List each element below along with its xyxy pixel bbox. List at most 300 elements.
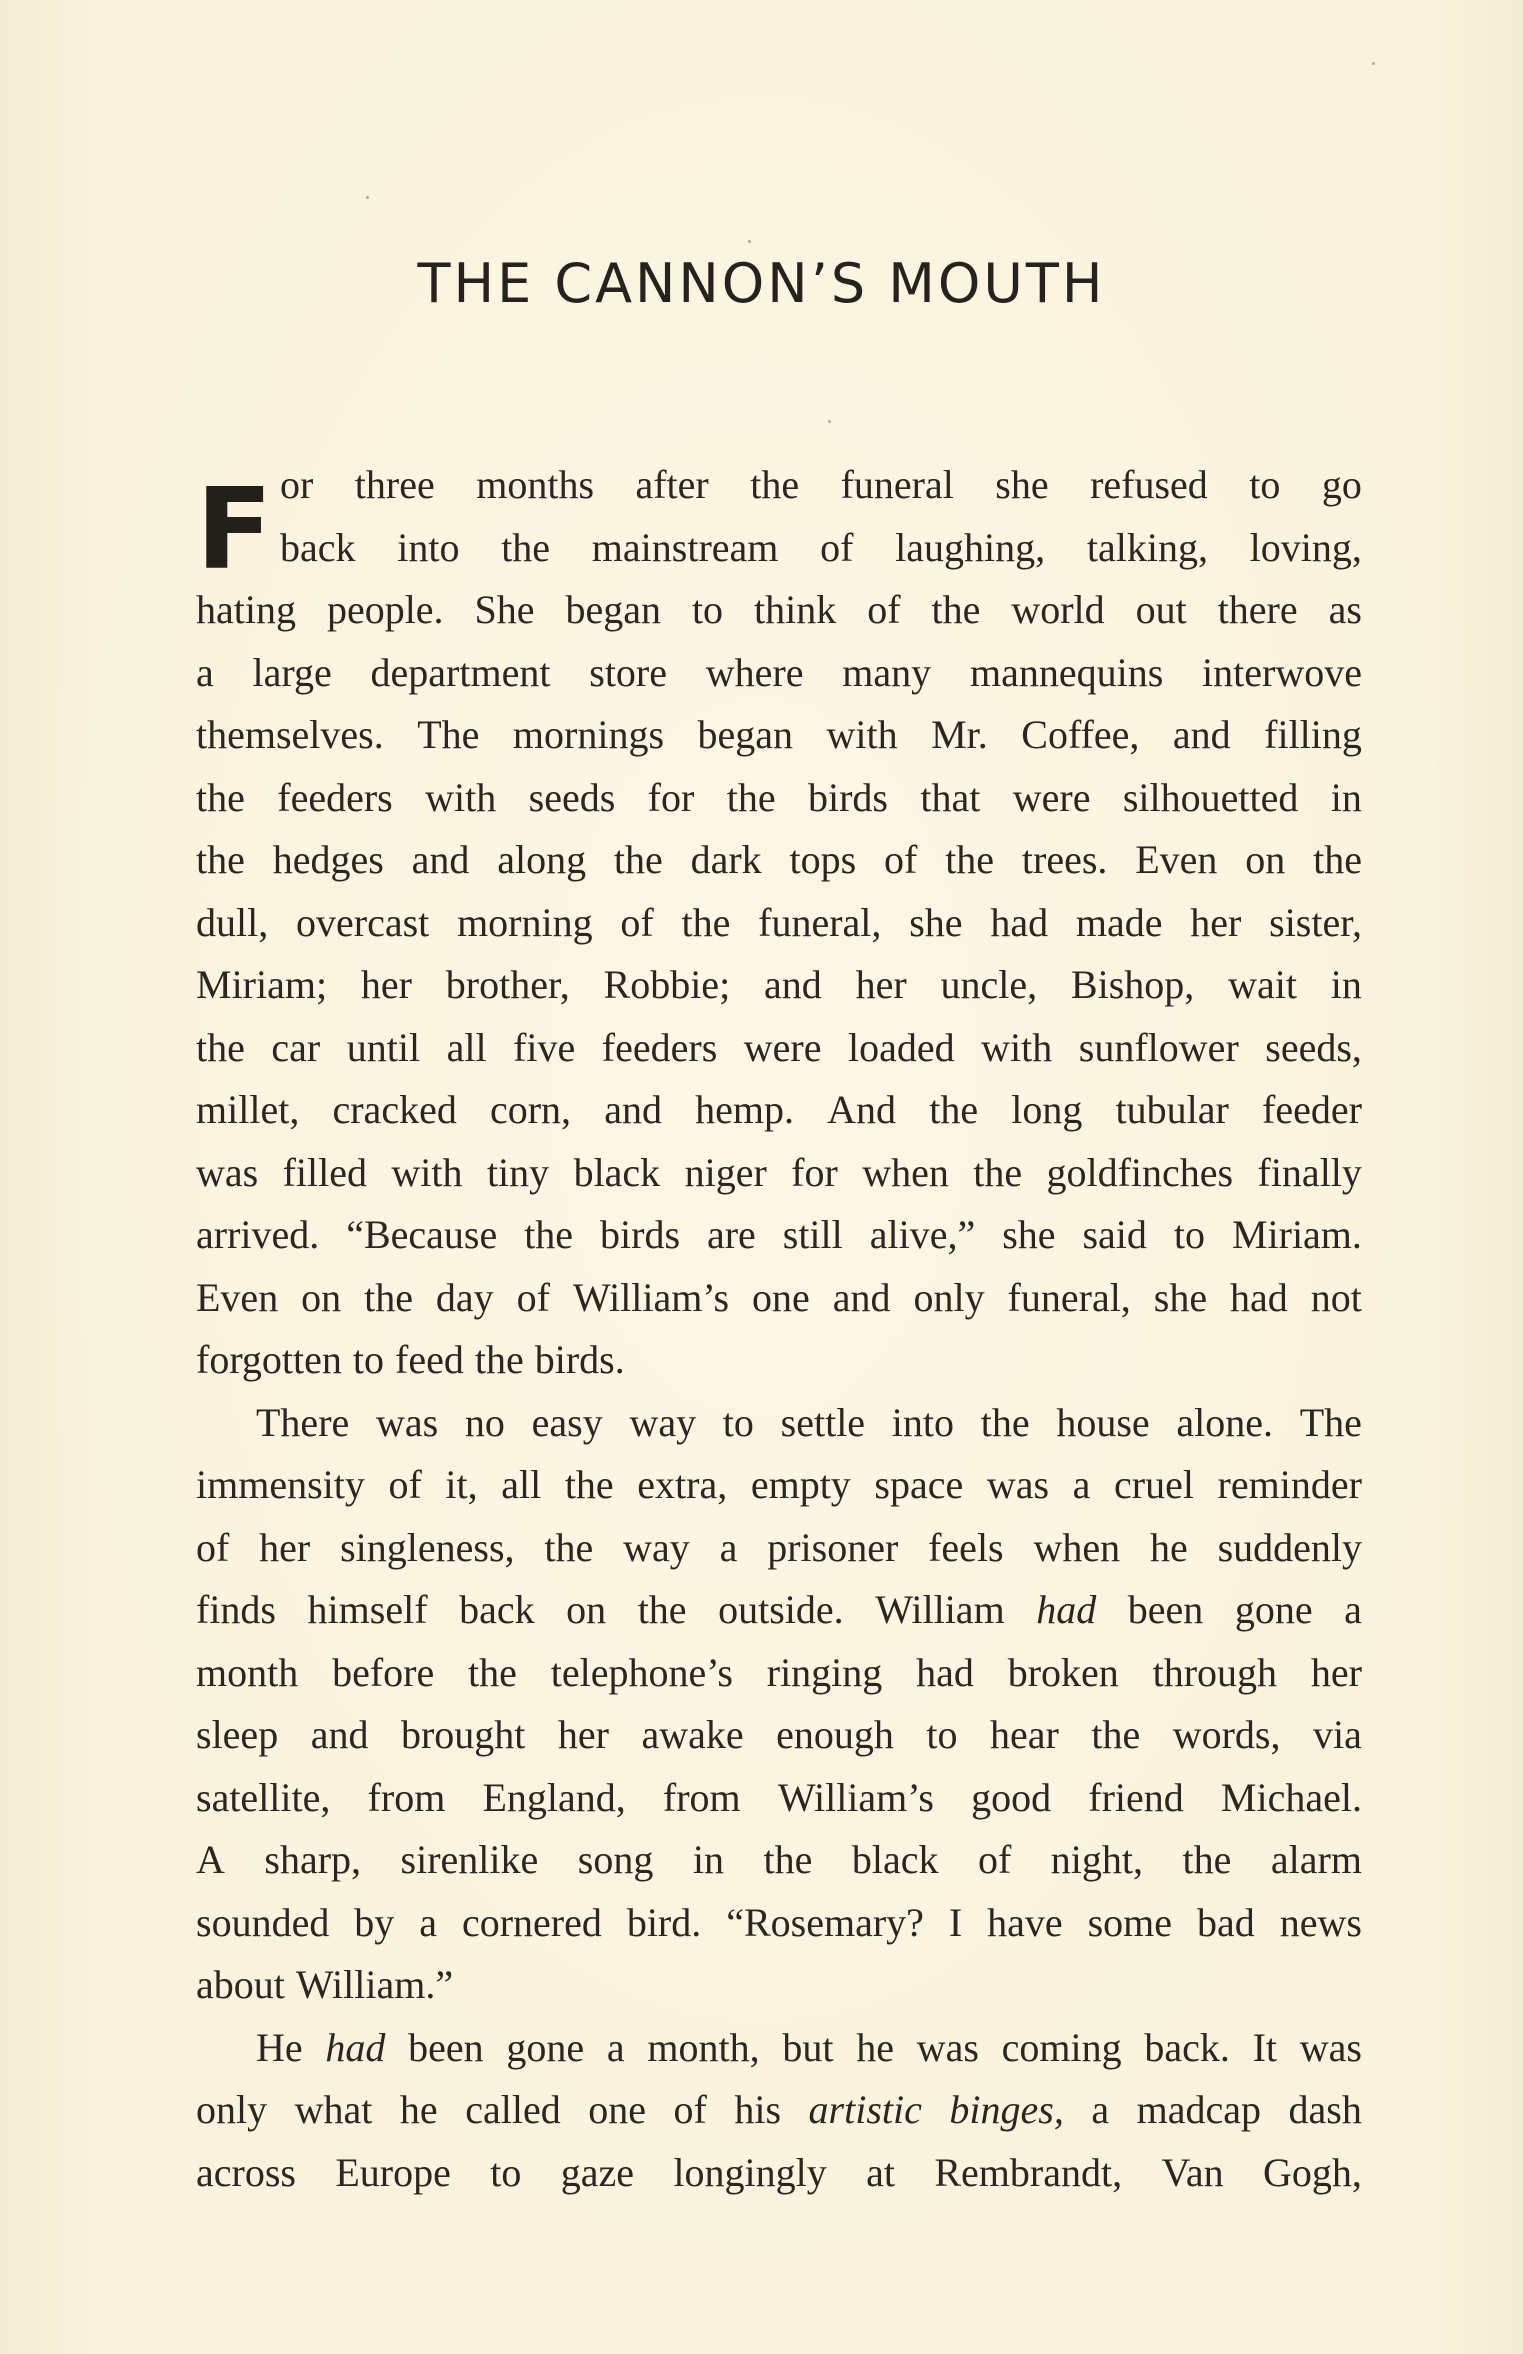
word: William’s [777,1774,934,1820]
word: gone [506,2024,585,2070]
word: longingly [673,2149,827,2195]
word: the [763,1837,813,1882]
word: have [987,1899,1063,1945]
word: to [352,1337,385,1382]
word: what [294,2087,373,2132]
word: There [256,1399,350,1445]
word: themselves. [196,712,384,757]
word: into [891,1399,955,1445]
word: house [1056,1399,1150,1445]
word: “Because [346,1212,498,1257]
word: the [1313,837,1362,882]
word: months [476,462,595,507]
word: of [820,524,854,570]
word: finally [1257,1149,1362,1195]
word: was [1299,2024,1362,2070]
word: and [764,962,822,1007]
word: dash [1288,2087,1362,2132]
word: only [913,1274,985,1320]
text-line [196,829,1362,892]
word: was [196,1149,259,1195]
word: Gogh, [1263,2149,1362,2195]
word: one [752,1274,810,1320]
word: by [354,1899,395,1945]
word: hedges [272,837,384,882]
word: the [501,524,551,570]
word: talking, [1086,524,1208,570]
word: feeders [277,774,393,820]
word: black [851,1837,939,1882]
word: with [425,774,497,820]
text-line [196,954,1362,1017]
word: from [367,1774,446,1820]
word: broken [1007,1649,1119,1695]
word: I [948,1899,963,1945]
word: the [929,1087,979,1132]
word: month [196,1649,299,1695]
word: the [681,899,731,945]
body-text [196,454,1362,2204]
text-line [196,704,1362,767]
word: The [417,712,480,757]
word: telephone’s [550,1649,733,1695]
text-line [196,767,1362,830]
word: Rembrandt, [934,2149,1123,2195]
word: interwove [1202,649,1362,695]
word: world [1011,587,1105,632]
word: and [604,1087,662,1132]
word: filling [1264,712,1362,757]
word: Miriam; [196,962,328,1007]
word: to [722,1399,754,1445]
word: her [1190,899,1242,945]
word: that [920,774,981,820]
word: her [1310,1649,1362,1695]
word: through [1152,1649,1278,1695]
text-line [196,1392,1362,1455]
word: mainstream [591,524,779,570]
paper-speck [1372,62,1375,65]
word: birds. [534,1337,625,1382]
word: way [623,1524,690,1570]
word: space [874,1462,964,1507]
word: bird. [626,1899,702,1945]
word: goldfinches [1046,1149,1234,1195]
word: hating [196,587,296,632]
word: and [310,1712,369,1757]
text-line [196,892,1362,955]
word: laughing, [895,524,1046,570]
word: feeder [1262,1087,1362,1132]
word: department [370,649,551,695]
text-line [196,2017,1362,2080]
word: a [606,2024,625,2070]
text-line [196,1329,1362,1392]
word: of [388,1462,422,1507]
word: funeral [840,462,954,507]
word: the [945,837,995,882]
word: night, [1050,1837,1144,1882]
text-line [196,642,1362,705]
text-line [196,1204,1362,1267]
word: song [577,1837,654,1882]
word: her [557,1712,609,1757]
text-line [196,1267,1362,1330]
word: in [692,1837,724,1882]
word: on [1245,837,1286,882]
word: a [1072,1462,1091,1507]
word: the [613,837,663,882]
text-line [196,1767,1362,1830]
word: day [435,1274,494,1320]
word: brought [400,1712,526,1757]
word: the [637,1587,687,1632]
word: all [501,1462,542,1507]
word: but [782,2024,834,2070]
word: her [855,962,907,1007]
word: she [909,899,963,945]
word: she [1002,1212,1056,1257]
text-line [196,1017,1362,1080]
word: the [364,1274,413,1320]
word: on [566,1587,607,1632]
word: all [446,1024,487,1070]
text-line [196,454,1362,517]
text-line [196,1454,1362,1517]
word: alone. [1176,1399,1273,1445]
word: sirenlike [400,1837,539,1882]
word: only [196,2087,268,2132]
word: seeds, [1265,1024,1362,1070]
word: a [196,649,214,695]
word: the [196,837,245,882]
word: before [332,1649,435,1695]
word: or [280,462,314,507]
word: a [419,1899,437,1945]
word: It [1252,2024,1278,2070]
word: the [524,1212,574,1257]
word: sounded [196,1899,330,1945]
word: A [196,1837,225,1882]
paper-speck [748,240,751,243]
word: car [271,1024,321,1070]
text-line [196,1642,1362,1705]
word: think [754,587,837,632]
word: large [252,649,332,695]
word: awake [641,1712,744,1757]
word: across [196,2149,296,2195]
word: her [259,1524,311,1570]
word: no [464,1399,505,1445]
word: the [196,1024,245,1070]
word: corn, [489,1087,572,1132]
word: a [719,1524,738,1570]
word: back. [1144,2024,1230,2070]
word: had [1230,1274,1288,1320]
text-line [196,579,1362,642]
word: himself [307,1587,428,1632]
word: on [301,1274,342,1320]
word: cruel [1114,1462,1194,1507]
word: long [1011,1087,1083,1132]
word: he [399,2087,438,2132]
word: he [856,2024,894,2070]
word: singleness, [340,1524,515,1570]
word: loaded [848,1024,955,1070]
word: Even [196,1274,279,1320]
word: at [866,2149,895,2195]
word: it, [445,1462,478,1507]
word: madcap [1136,2087,1262,2132]
word: been [408,2024,484,2070]
word: the [726,774,776,820]
word: via [1313,1712,1362,1757]
word: she [1153,1274,1208,1320]
word: one [588,2087,646,2132]
drop-cap: F [196,465,273,595]
word: back [459,1587,535,1632]
word: with [826,712,898,757]
word: the [544,1524,594,1570]
word: tiny [486,1149,550,1195]
word: were [1012,774,1091,820]
word: birds [600,1212,681,1257]
word: morning [457,899,593,945]
word: as [1328,587,1362,632]
word: cracked [332,1087,457,1132]
text-line [196,1954,1362,2017]
word: easy [531,1399,603,1445]
word: enough [776,1712,894,1757]
word: niger [684,1149,767,1195]
word: to [1173,1212,1205,1257]
word: alarm [1270,1837,1362,1882]
word: filled [282,1149,368,1195]
text-line [196,2142,1362,2205]
word: alive,” [869,1212,976,1257]
word: feeders [601,1024,718,1070]
word: sleep [196,1712,279,1757]
word: three [354,462,435,507]
word: refused [1090,462,1208,507]
word: was [375,1399,439,1445]
word: she [995,462,1049,507]
word: his [734,2087,782,2132]
word: artistic [808,2087,922,2132]
word: of [516,1274,550,1320]
word: for [647,774,695,820]
word: were [743,1024,822,1070]
word: way [629,1399,697,1445]
word: funeral, [758,899,882,945]
word: William’s [572,1274,730,1320]
word: William [875,1587,1005,1632]
word: had [1036,1587,1097,1632]
word: month, [647,2024,760,2070]
word: with [391,1149,463,1195]
word: tubular [1115,1087,1229,1132]
word: still [782,1212,843,1257]
word: of [196,1524,230,1570]
word: had [325,2024,386,2070]
word: to [1249,462,1281,507]
word: gaze [560,2149,634,2195]
word: a [1344,1587,1362,1632]
word: with [981,1024,1053,1070]
word: outside. [718,1587,844,1632]
word: out [1135,587,1187,632]
text-line [196,1704,1362,1767]
word: overcast [296,899,430,945]
word: Michael. [1220,1774,1362,1820]
word: immensity [196,1462,365,1507]
word: Van [1161,2149,1224,2195]
word: dark [690,837,762,882]
paper-speck [828,420,831,423]
word: of [620,899,654,945]
word: the [474,1337,524,1382]
word: satellite, [196,1774,331,1820]
word: and [411,837,470,882]
word: “Rosemary? [726,1899,924,1945]
word: her [360,962,412,1007]
word: into [397,524,460,570]
word: the [973,1149,1023,1195]
word: about [196,1962,285,2007]
word: was [916,2024,979,2070]
word: store [589,649,668,695]
word: news [1279,1899,1362,1945]
word: He [256,2024,303,2070]
word: when [1033,1524,1121,1570]
word: coming [1001,2024,1122,2070]
word: sharp, [264,1837,362,1882]
word: the [931,587,981,632]
word: some [1087,1899,1173,1945]
word: until [346,1024,421,1070]
word: She [474,587,535,632]
word: Bishop, [1070,962,1195,1007]
word: settle [780,1399,866,1445]
word: called [465,2087,561,2132]
word: had [990,899,1049,945]
word: along [497,837,587,882]
word: a [1091,2087,1110,2132]
paper-speck [366,196,369,199]
word: Miriam. [1231,1212,1362,1257]
text-line [196,1579,1362,1642]
word: trees. [1021,837,1108,882]
text-line [196,1829,1362,1892]
word: birds [807,774,888,820]
word: hemp. [695,1087,795,1132]
word: are [706,1212,756,1257]
word: the [564,1462,614,1507]
word: black [573,1149,661,1195]
word: bad [1197,1899,1255,1945]
word: Mr. [931,712,988,757]
word: from [662,1774,741,1820]
word: to [926,1712,958,1757]
word: Coffee, [1021,712,1140,757]
word: mannequins [969,649,1164,695]
word: he [1149,1524,1188,1570]
word: the [750,462,800,507]
word: feed [395,1337,464,1382]
word: wait [1228,962,1297,1007]
word: of [673,2087,707,2132]
word: go [1321,462,1362,507]
word: said [1082,1212,1147,1257]
word: and [1172,712,1231,757]
word: to [691,587,724,632]
text-line [196,1079,1362,1142]
word: gone [1234,1587,1313,1632]
text-line [196,1517,1362,1580]
word: prisoner [767,1524,899,1570]
word: mornings [512,712,665,757]
word: arrived. [196,1212,320,1257]
word: the [196,774,245,820]
word: been [1127,1587,1204,1632]
word: ringing [766,1649,883,1695]
word: silhouetted [1122,774,1299,820]
word: brother, [445,962,570,1007]
word: the [1091,1712,1141,1757]
word: reminder [1217,1462,1362,1507]
word: the [980,1399,1030,1445]
word: in [1330,962,1362,1007]
word: dull, [196,899,269,945]
word: The [1299,1399,1362,1445]
word: millet, [196,1087,300,1132]
word: of [867,587,901,632]
word: for [791,1149,838,1195]
word: empty [750,1462,851,1507]
word: there [1217,587,1298,632]
word: forgotten [196,1337,342,1382]
word: five [513,1024,576,1070]
word: sunflower [1078,1024,1239,1070]
word: Robbie; [603,962,731,1007]
word: of [884,837,918,882]
word: the [468,1649,517,1695]
word: to [490,2149,522,2195]
word: people. [326,587,444,632]
word: not [1310,1274,1362,1320]
text-line [196,1892,1362,1955]
word: where [705,649,804,695]
word: friend [1088,1774,1184,1820]
word: was [986,1462,1050,1507]
word: uncle, [940,962,1038,1007]
word: England, [482,1774,626,1820]
word: when [862,1149,949,1195]
word: binges, [949,2087,1064,2132]
word: feels [928,1524,1004,1570]
word: and [832,1274,891,1320]
word: had [916,1649,974,1695]
word: in [1330,774,1362,820]
word: words, [1172,1712,1281,1757]
word: after [635,462,709,507]
text-line [196,2079,1362,2142]
word: many [842,649,932,695]
word: funeral, [1007,1274,1131,1320]
text-line [196,1142,1362,1205]
word: cornered [461,1899,602,1945]
word: loving, [1249,524,1362,570]
